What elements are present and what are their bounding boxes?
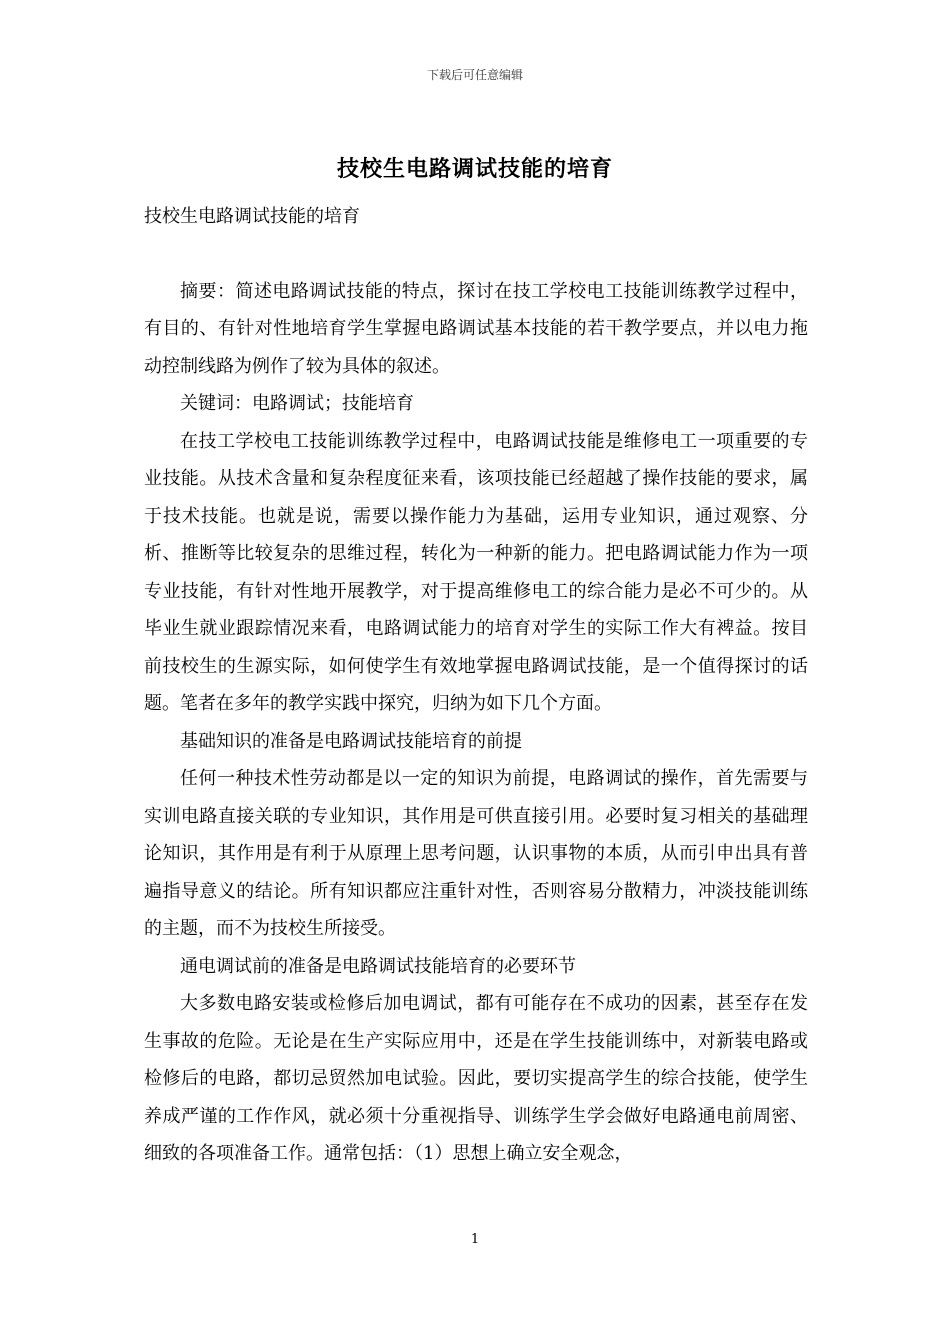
header-note: 下载后可任意编辑 (426, 68, 523, 82)
abstract-paragraph: 摘要：简述电路调试技能的特点，探讨在技工学校电工技能训练教学过程中，有目的、有针对性地培育学生掌握电路调试基本技能的若干教学要点，并以电力拖动控制线路为例作了较为具体的叙述。 (144, 280, 808, 377)
section-2-paragraph: 大多数电路安装或检修后加电调试，都有可能存在不成功的因素，甚至存在发生事故的危险。无论是在生产实际应用中，还是在学生技能训练中，对新装电路或检修后的电路，都切忌贸然加电试验。因此，要切实提高学生的综合技能，使学生养成严谨的工作作风，就必须十分重视指导、训练学生学会做好电路通电前周密、细致的各项准备工作。通常包括：（1）思想上确立安全观念， (144, 993, 808, 1164)
document-body (144, 198, 808, 1173)
document-subtitle: 技校生电路调试技能的培育 (144, 206, 360, 227)
section-1-paragraph: 任何一种技术性劳动都是以一定的知识为前提，电路调试的操作，首先需要与实训电路直接关联的专业知识，其作用是可供直接引用。必要时复习相关的基础理论知识，其作用是有利于从原理上思考问题，认识事物的本质，从而引申出具有普遍指导意义的结论。所有知识都应注重针对性，否则容易分散精力，冲淡技能训练的主题，而不为技校生所接受。 (144, 768, 808, 939)
blank-line (144, 236, 808, 273)
keywords-line: 关键词：电路调试；技能培育 (180, 393, 414, 414)
section-heading-2: 通电调试前的准备是电路调试技能培育的必要环节 (180, 955, 576, 977)
section-heading-1: 基础知识的准备是电路调试技能培育的前提 (180, 730, 522, 752)
intro-paragraph: 在技工学校电工技能训练教学过程中，电路调试技能是维修电工一项重要的专业技能。从技术含量和复杂程度征来看，该项技能已经超越了操作技能的要求，属于技术技能。也就是说，需要以操作能力为基础，运用专业知识，通过观察、分析、推断等比较复杂的思维过程，转化为一种新的能力。把电路调试能力作为一项专业技能，有针对性地开展教学，对于提高维修电工的综合能力是必不可少的。从毕业生就业跟踪情况来看，电路调试能力的培育对学生的实际工作大有裨益。按目前技校生的生源实际，如何使学生有效地掌握电路调试技能，是一个值得探讨的话题。笔者在多年的教学实践中探究，归纳为如下几个方面。 (144, 430, 808, 714)
document-title: 技校生电路调试技能的培育 (336, 156, 613, 182)
page-number: 1 (470, 1232, 480, 1247)
